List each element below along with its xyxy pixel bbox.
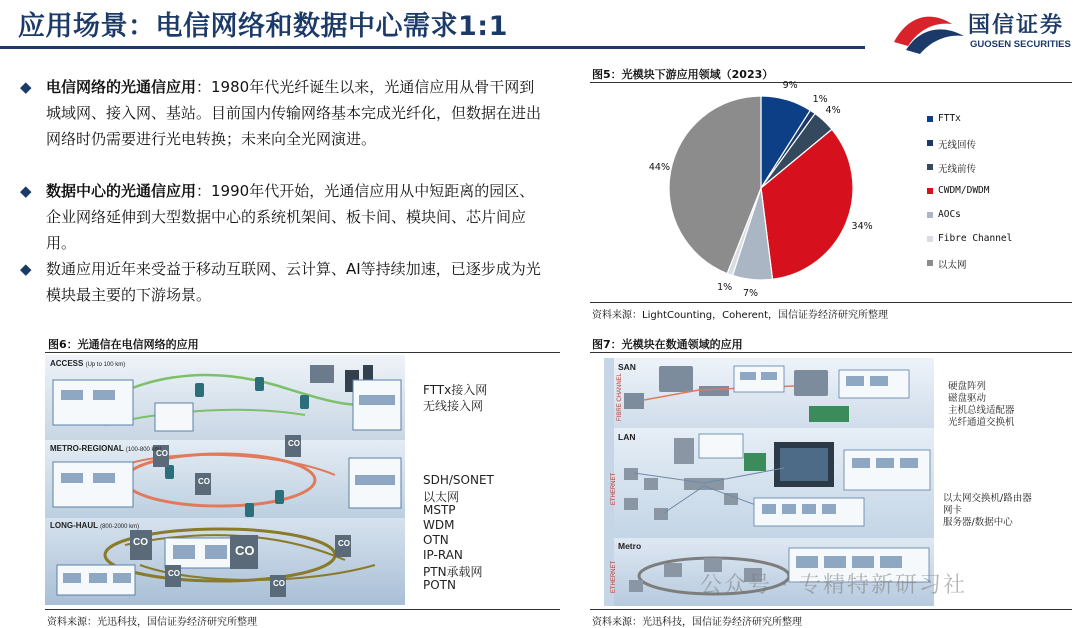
bullet-datacom — [18, 256, 548, 308]
legend-swatch — [927, 116, 933, 122]
legend-label: CWDM/DWDM — [938, 185, 990, 196]
co-node-label: CO — [288, 439, 300, 448]
brand-logo — [890, 6, 1080, 58]
fig5-top-rule — [590, 82, 1072, 83]
fig7-annotation: 网卡 — [943, 505, 963, 516]
title-divider — [0, 46, 865, 49]
fig6-annotation: 无线接入网 — [423, 399, 484, 413]
page-title: 应用场景：电信网络和数据中心需求1:1 — [18, 11, 508, 42]
fig6-annotation: WDM — [423, 518, 455, 532]
legend-label: 以太网 — [938, 260, 967, 271]
fig6-annotation: OTN — [423, 533, 449, 547]
band-label-lan: LAN — [618, 432, 636, 442]
legend-label: 无线回传 — [938, 140, 977, 151]
bullet-datacenter — [18, 178, 548, 256]
fig6-top-rule — [45, 352, 560, 353]
co-node-label: CO — [198, 477, 210, 486]
bullet-text: 数通应用近年来受益于移动互联网、云计算、AI等持续加速，已逐步成为光模块最主要的下游场景。 — [46, 260, 541, 304]
fig7-annotation: 以太网交换机/路由器 — [943, 493, 1032, 504]
fig7-bottom-rule — [590, 609, 1072, 610]
band-label-san: SAN — [618, 362, 636, 372]
legend-label: AOCs — [938, 209, 961, 220]
fig6-annotation: PTN承载网 — [423, 565, 483, 579]
fig7-source: 资料来源：光迅科技，国信证券经济研究所整理 — [592, 617, 802, 628]
fig5-source: 资料来源：LightCounting，Coherent，国信证券经济研究所整理 — [592, 310, 889, 321]
co-node-label: CO — [273, 579, 285, 588]
fig6-annotation: FTTx接入网 — [423, 383, 488, 397]
fig6-annotation: POTN — [423, 578, 456, 592]
pie-data-label: 1% — [812, 94, 828, 106]
fig6-title: 图6：光通信在电信网络的应用 — [48, 338, 199, 351]
fig7-annotation: 主机总线适配器 — [948, 405, 1015, 416]
fig6-diagram — [45, 355, 405, 605]
fig5-bottom-rule — [590, 302, 1072, 303]
telecom-network-illustration — [45, 355, 405, 605]
legend-swatch — [927, 140, 933, 146]
band-label-metro: METRO-REGIONAL (100-800 km) — [50, 444, 162, 453]
co-node-label: CO — [156, 449, 168, 458]
fig6-bottom-rule — [45, 609, 560, 610]
fig7-annotation: 磁盘驱动 — [948, 393, 987, 404]
legend-swatch — [927, 164, 933, 170]
legend-label: 无线前传 — [938, 164, 977, 175]
fig6-annotation: MSTP — [423, 503, 456, 517]
fig6-source: 资料来源：光迅科技，国信证券经济研究所整理 — [47, 617, 257, 628]
legend-swatch — [927, 260, 933, 266]
fig7-title: 图7：光模块在数通领域的应用 — [592, 338, 743, 351]
pie-data-label: 34% — [851, 221, 873, 233]
pie-chart-svg — [590, 85, 890, 295]
diamond-bullet-icon: ◆ — [20, 78, 32, 96]
fig7-top-rule — [590, 352, 1072, 353]
fig7-annotation: 硬盘阵列 — [948, 381, 987, 392]
fig5-title: 图5：光模块下游应用领域（2023） — [592, 68, 774, 81]
bullet-list — [18, 74, 548, 308]
watermark-text: 公众号 · 专精特新研习社 — [700, 573, 967, 598]
logo-chinese-name: 国信证券 — [968, 13, 1065, 38]
side-label-ethernet: ETHERNET — [611, 560, 618, 594]
co-node-label: CO — [235, 543, 255, 558]
diamond-bullet-icon: ◆ — [20, 260, 32, 278]
co-node-label: CO — [338, 539, 350, 548]
pie-data-label: 7% — [743, 287, 759, 299]
pie-data-label: 9% — [782, 80, 798, 92]
bullet-bold-label: 数据中心的光通信应用 — [46, 182, 197, 200]
guosen-logo-icon — [890, 6, 968, 56]
bullet-telecom — [18, 74, 548, 178]
pie-data-label: 44% — [648, 162, 670, 174]
side-label-ethernet: ETHERNET — [611, 472, 618, 506]
diamond-bullet-icon: ◆ — [20, 182, 32, 200]
bullet-text: ：1990年代开始，光通信应用从中短距离的园区、企业网络延伸到大型数据中心的系统机架间、板卡间、模块间、芯片间应用。 — [46, 182, 535, 252]
fig7-annotation: 光纤通道交换机 — [948, 417, 1015, 428]
pie-data-label: 4% — [825, 104, 841, 116]
side-label-fibre-channel: FIBRE CHANNEL — [617, 372, 624, 422]
bullet-text: ：1980年代光纤诞生以来，光通信应用从骨干网到城域网、接入网、基站。目前国内传输网络基本完成光纤化，但数据在进出网络时仍需要进行光电转换；未来向全光网演进。 — [46, 78, 542, 148]
legend-label: FTTx — [938, 113, 961, 124]
band-label-metro: Metro — [618, 541, 642, 551]
logo-english-name: GUOSEN SECURITIES — [970, 39, 1071, 50]
band-label-access: ACCESS (Up to 100 km) — [50, 359, 126, 368]
fig6-annotation: 以太网 — [423, 490, 460, 504]
bullet-bold-label: 电信网络的光通信应用 — [46, 78, 197, 96]
co-node-label: CO — [133, 537, 148, 548]
fig5-pie-chart — [590, 80, 1070, 299]
legend-swatch — [927, 236, 933, 242]
band-label-longhaul: LONG-HAUL (800-2000 km) — [50, 521, 140, 530]
fig6-annotation: SDH/SONET — [423, 473, 494, 487]
fig7-annotation: 服务器/数据中心 — [943, 517, 1013, 528]
fig6-annotation: IP-RAN — [423, 548, 463, 562]
legend-label: Fibre Channel — [938, 233, 1013, 244]
co-node-label: CO — [168, 569, 180, 578]
legend-swatch — [927, 212, 933, 218]
pie-data-label: 1% — [717, 281, 733, 293]
legend-swatch — [927, 188, 933, 194]
